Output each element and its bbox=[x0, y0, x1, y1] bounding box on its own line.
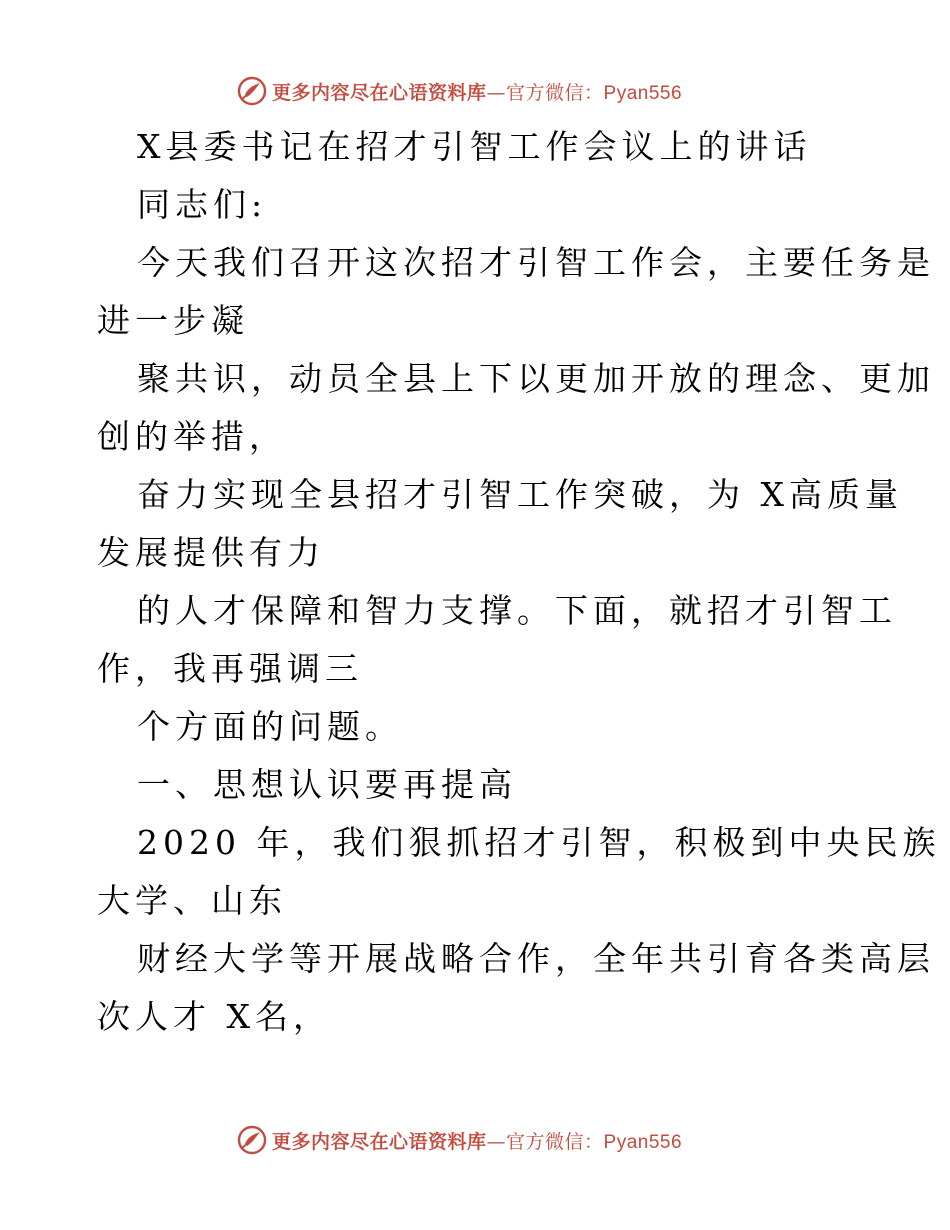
paragraph-line: 今天我们召开这次招才引智工作会，主要任务是 bbox=[137, 243, 935, 282]
paragraph-line: 奋力实现全县招才引智工作突破，为 X高质量 bbox=[137, 475, 903, 514]
watermark-text bbox=[272, 78, 682, 105]
watermark-wechat-label: 官方微信： bbox=[506, 81, 604, 104]
paragraph-line: 作，我再强调三 bbox=[97, 649, 363, 688]
paragraph-line: 聚共识，动员全县上下以更加开放的理念、更加 bbox=[137, 359, 935, 398]
watermark-text bbox=[272, 1127, 682, 1154]
paragraph-line: 的人才保障和智力支撑。下面，就招才引智工 bbox=[137, 591, 897, 630]
paragraph-line: 进一步凝 bbox=[97, 301, 249, 340]
paragraph-line: 创的举措， bbox=[97, 417, 287, 456]
footer-watermark bbox=[236, 1123, 682, 1157]
watermark-dash: — bbox=[486, 81, 507, 104]
watermark-wechat-label: 官方微信： bbox=[506, 1130, 604, 1153]
paragraph-line: 财经大学等开展战略合作，全年共引育各类高层 bbox=[137, 939, 935, 978]
paragraph-line: 个方面的问题。 bbox=[137, 707, 403, 746]
section-heading: 一、思想认识要再提高 bbox=[137, 765, 517, 804]
paragraph-line: 2020 年，我们狠抓招才引智，积极到中央民族 bbox=[137, 823, 941, 862]
paragraph-line: 次人才 X名， bbox=[97, 997, 331, 1036]
watermark-brand: 更多内容尽在心语资料库 bbox=[272, 1130, 487, 1153]
watermark-dash: — bbox=[486, 1130, 507, 1153]
paragraph-line: 发展提供有力 bbox=[97, 533, 325, 572]
seal-logo-icon bbox=[236, 75, 268, 107]
salutation: 同志们: bbox=[137, 185, 268, 224]
seal-logo-icon bbox=[236, 1124, 268, 1156]
paragraph-line: 大学、山东 bbox=[97, 881, 287, 920]
watermark-wechat-id: Pyan556 bbox=[603, 82, 683, 104]
watermark-brand: 更多内容尽在心语资料库 bbox=[272, 81, 487, 104]
header-watermark bbox=[236, 74, 682, 108]
document-title: X县委书记在招才引智工作会议上的讲话 bbox=[137, 127, 812, 166]
watermark-wechat-id: Pyan556 bbox=[603, 1131, 683, 1153]
